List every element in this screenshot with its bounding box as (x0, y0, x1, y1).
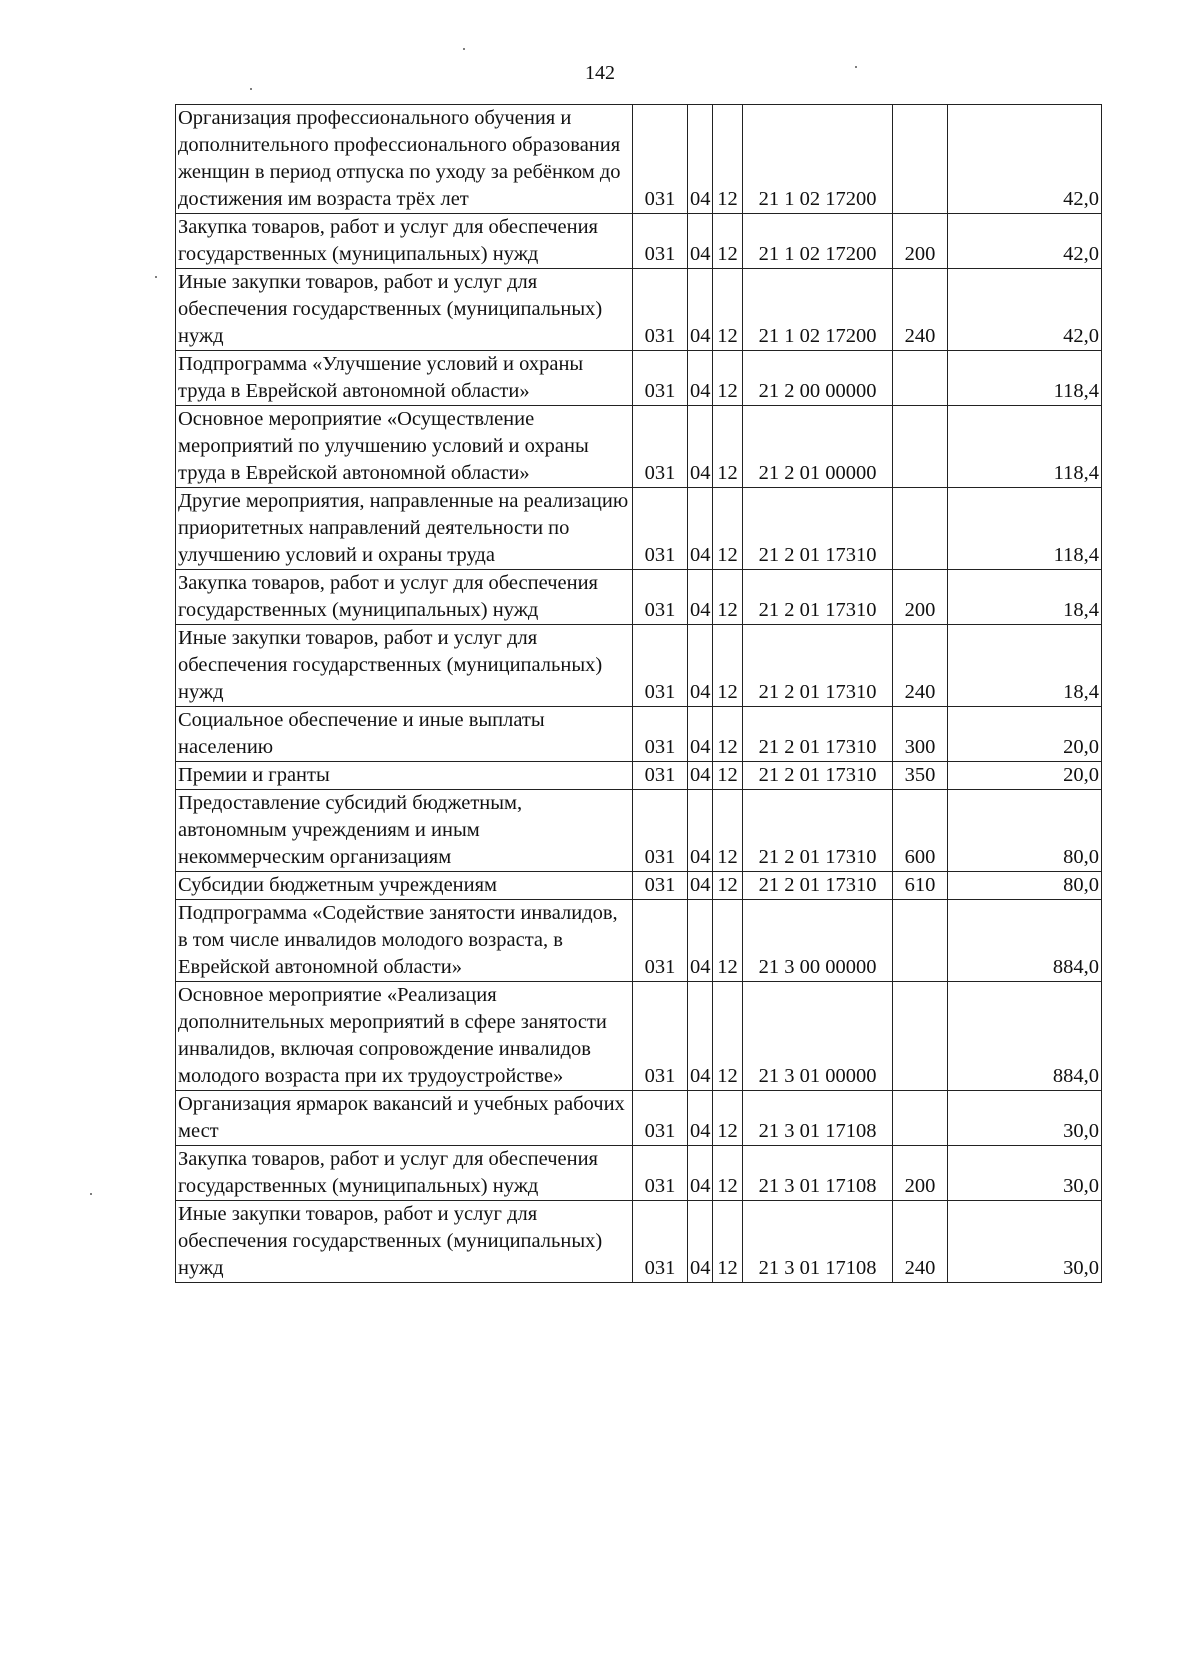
row-pr-code: 12 (713, 214, 743, 269)
row-description: Организация ярмарок вакансий и учебных рабочих мест (176, 1091, 633, 1146)
row-pr-code: 12 (713, 406, 743, 488)
table-row (176, 351, 1102, 406)
table-row (176, 406, 1102, 488)
row-vr-code: 200 (893, 570, 948, 625)
row-csr-code: 21 2 01 17310 (743, 872, 893, 900)
table-row (176, 1201, 1102, 1283)
table-row (176, 214, 1102, 269)
row-rz-code: 04 (688, 406, 713, 488)
table-row (176, 900, 1102, 982)
table-row (176, 269, 1102, 351)
row-amount: 118,4 (948, 488, 1102, 570)
row-vr-code (893, 351, 948, 406)
table-row (176, 625, 1102, 707)
row-pr-code: 12 (713, 1091, 743, 1146)
row-amount: 20,0 (948, 707, 1102, 762)
row-description: Закупка товаров, работ и услуг для обеспечения государственных (муниципальных) нужд (176, 214, 633, 269)
row-csr-code: 21 2 01 17310 (743, 707, 893, 762)
row-gr-code: 031 (633, 269, 688, 351)
row-gr-code: 031 (633, 570, 688, 625)
row-description: Подпрограмма «Содействие занятости инвалидов, в том числе инвалидов молодого возраста, в Еврейской автономной области» (176, 900, 633, 982)
row-amount: 20,0 (948, 762, 1102, 790)
row-rz-code: 04 (688, 570, 713, 625)
row-csr-code: 21 2 01 00000 (743, 406, 893, 488)
row-pr-code: 12 (713, 762, 743, 790)
row-description: Основное мероприятие «Реализация дополнительных мероприятий в сфере занятости инвалидов, включая сопровождение инвалидов молодого возраста при их трудоустройстве» (176, 982, 633, 1091)
table-row (176, 707, 1102, 762)
row-rz-code: 04 (688, 900, 713, 982)
row-vr-code: 600 (893, 790, 948, 872)
table-row (176, 570, 1102, 625)
row-csr-code: 21 2 01 17310 (743, 625, 893, 707)
row-vr-code (893, 1091, 948, 1146)
row-pr-code: 12 (713, 790, 743, 872)
row-description: Иные закупки товаров, работ и услуг для обеспечения государственных (муниципальных) нужд (176, 625, 633, 707)
row-gr-code: 031 (633, 1146, 688, 1201)
row-csr-code: 21 1 02 17200 (743, 105, 893, 214)
row-description: Подпрограмма «Улучшение условий и охраны труда в Еврейской автономной области» (176, 351, 633, 406)
row-csr-code: 21 2 01 17310 (743, 570, 893, 625)
row-description: Иные закупки товаров, работ и услуг для обеспечения государственных (муниципальных) нужд (176, 269, 633, 351)
row-pr-code: 12 (713, 570, 743, 625)
scan-speck (855, 66, 857, 68)
scan-speck (155, 276, 157, 278)
table-row (176, 1146, 1102, 1201)
row-csr-code: 21 2 01 17310 (743, 488, 893, 570)
row-gr-code: 031 (633, 1091, 688, 1146)
row-rz-code: 04 (688, 982, 713, 1091)
row-description: Организация профессионального обучения и дополнительного профессионального образования женщин в период отпуска по уходу за ребёнком до достижения им возраста трёх лет (176, 105, 633, 214)
row-gr-code: 031 (633, 790, 688, 872)
row-amount: 884,0 (948, 900, 1102, 982)
row-description: Предоставление субсидий бюджетным, автономным учреждениям и иным некоммерческим организациям (176, 790, 633, 872)
row-vr-code (893, 488, 948, 570)
row-vr-code: 200 (893, 1146, 948, 1201)
row-vr-code: 200 (893, 214, 948, 269)
row-pr-code: 12 (713, 707, 743, 762)
row-vr-code (893, 105, 948, 214)
row-rz-code: 04 (688, 872, 713, 900)
row-amount: 884,0 (948, 982, 1102, 1091)
row-pr-code: 12 (713, 625, 743, 707)
page-number: 142 (585, 62, 615, 84)
row-gr-code: 031 (633, 982, 688, 1091)
row-gr-code: 031 (633, 488, 688, 570)
row-gr-code: 031 (633, 872, 688, 900)
row-rz-code: 04 (688, 488, 713, 570)
row-rz-code: 04 (688, 1201, 713, 1283)
row-gr-code: 031 (633, 707, 688, 762)
row-csr-code: 21 3 01 17108 (743, 1091, 893, 1146)
row-csr-code: 21 3 00 00000 (743, 900, 893, 982)
row-csr-code: 21 2 01 17310 (743, 762, 893, 790)
scan-speck (90, 1193, 92, 1195)
row-amount: 80,0 (948, 872, 1102, 900)
row-vr-code: 610 (893, 872, 948, 900)
table-row (176, 982, 1102, 1091)
table-row (176, 790, 1102, 872)
row-vr-code: 240 (893, 1201, 948, 1283)
row-amount: 30,0 (948, 1146, 1102, 1201)
row-csr-code: 21 1 02 17200 (743, 214, 893, 269)
row-amount: 42,0 (948, 269, 1102, 351)
table-row (176, 872, 1102, 900)
row-pr-code: 12 (713, 1201, 743, 1283)
row-description: Основное мероприятие «Осуществление мероприятий по улучшению условий и охраны труда в Еврейской автономной области» (176, 406, 633, 488)
row-description: Закупка товаров, работ и услуг для обеспечения государственных (муниципальных) нужд (176, 1146, 633, 1201)
row-gr-code: 031 (633, 762, 688, 790)
row-vr-code (893, 982, 948, 1091)
row-amount: 80,0 (948, 790, 1102, 872)
row-csr-code: 21 2 00 00000 (743, 351, 893, 406)
row-pr-code: 12 (713, 872, 743, 900)
row-amount: 30,0 (948, 1091, 1102, 1146)
row-amount: 118,4 (948, 351, 1102, 406)
row-vr-code: 240 (893, 625, 948, 707)
row-rz-code: 04 (688, 1091, 713, 1146)
row-csr-code: 21 3 01 00000 (743, 982, 893, 1091)
scan-speck (463, 48, 465, 50)
row-amount: 42,0 (948, 214, 1102, 269)
row-amount: 18,4 (948, 625, 1102, 707)
row-gr-code: 031 (633, 214, 688, 269)
row-rz-code: 04 (688, 269, 713, 351)
row-gr-code: 031 (633, 406, 688, 488)
row-amount: 18,4 (948, 570, 1102, 625)
row-description: Субсидии бюджетным учреждениям (176, 872, 633, 900)
row-gr-code: 031 (633, 105, 688, 214)
row-csr-code: 21 1 02 17200 (743, 269, 893, 351)
row-csr-code: 21 3 01 17108 (743, 1201, 893, 1283)
row-description: Закупка товаров, работ и услуг для обеспечения государственных (муниципальных) нужд (176, 570, 633, 625)
table-row (176, 105, 1102, 214)
row-amount: 118,4 (948, 406, 1102, 488)
row-gr-code: 031 (633, 1201, 688, 1283)
row-vr-code: 240 (893, 269, 948, 351)
row-gr-code: 031 (633, 900, 688, 982)
row-rz-code: 04 (688, 351, 713, 406)
row-pr-code: 12 (713, 982, 743, 1091)
row-vr-code (893, 900, 948, 982)
row-pr-code: 12 (713, 1146, 743, 1201)
table-row (176, 488, 1102, 570)
table-row (176, 1091, 1102, 1146)
row-pr-code: 12 (713, 105, 743, 214)
row-description: Социальное обеспечение и иные выплаты населению (176, 707, 633, 762)
row-amount: 42,0 (948, 105, 1102, 214)
table-row (176, 762, 1102, 790)
row-rz-code: 04 (688, 105, 713, 214)
row-gr-code: 031 (633, 351, 688, 406)
row-description: Другие мероприятия, направленные на реализацию приоритетных направлений деятельности по улучшению условий и охраны труда (176, 488, 633, 570)
row-rz-code: 04 (688, 1146, 713, 1201)
row-description: Премии и гранты (176, 762, 633, 790)
row-rz-code: 04 (688, 707, 713, 762)
row-vr-code: 300 (893, 707, 948, 762)
row-rz-code: 04 (688, 790, 713, 872)
table-body (176, 105, 1102, 1283)
row-csr-code: 21 2 01 17310 (743, 790, 893, 872)
row-pr-code: 12 (713, 351, 743, 406)
scan-speck (250, 88, 252, 90)
row-pr-code: 12 (713, 488, 743, 570)
budget-table (175, 104, 1102, 1283)
row-gr-code: 031 (633, 625, 688, 707)
row-vr-code: 350 (893, 762, 948, 790)
row-amount: 30,0 (948, 1201, 1102, 1283)
row-csr-code: 21 3 01 17108 (743, 1146, 893, 1201)
row-vr-code (893, 406, 948, 488)
row-pr-code: 12 (713, 900, 743, 982)
row-rz-code: 04 (688, 762, 713, 790)
row-rz-code: 04 (688, 214, 713, 269)
row-description: Иные закупки товаров, работ и услуг для обеспечения государственных (муниципальных) нужд (176, 1201, 633, 1283)
row-pr-code: 12 (713, 269, 743, 351)
row-rz-code: 04 (688, 625, 713, 707)
